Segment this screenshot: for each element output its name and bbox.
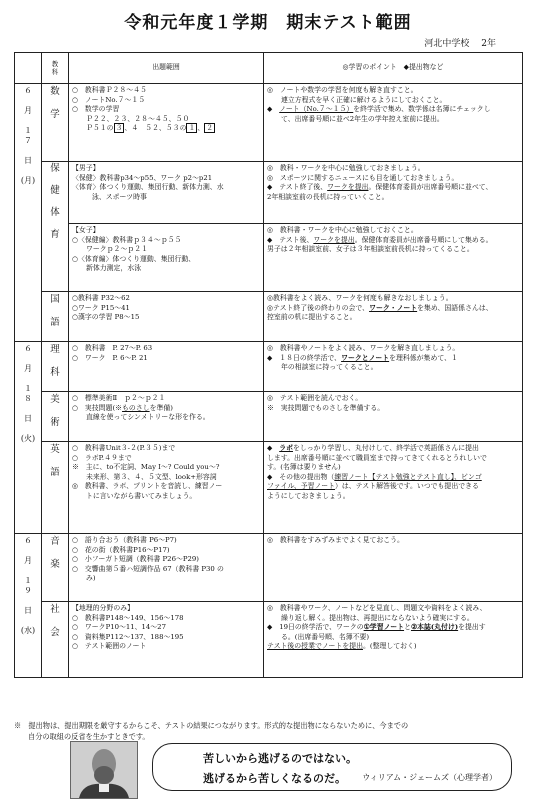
math-range [69,84,264,162]
subject-pe: 保 健 体 育 [42,162,69,292]
list-item: ○ 教科書Ｐ２８～４５ [72,86,147,94]
table-row [15,292,523,342]
subject-english: 英 語 [42,442,69,534]
list-item: Ｐ２２、２３、２８～４５、５０ [86,114,190,123]
table-row [15,392,523,442]
subject-art: 美 術 [42,392,69,442]
social-points: ◎ 教科書やワーク、ノートなどを見直し、問題文や資料をよく読み、 繰り返し解く。提出物は、再提出にならないよう確実にする。 ◆ 19日の終学活で、ワークの①学習ノートと②本誌(丸付け)を提出す る。(出席番号順、名簿不要) テスト後の授業でノートを提出。(整理しておく) [264,602,523,678]
subject-japanese: 国 語 [42,292,69,342]
table-row [15,162,523,224]
list-item: ○ ノートNo.７～１５ [72,95,146,104]
list-item: ○ 数学の学習 [72,105,120,114]
day-cell-19: ６ 月 １ ９ 日 (水) [15,534,42,678]
header-row [15,53,523,84]
art-range: ○ 標準美術Ⅱ ｐ２～ｐ２１ ○ 実技問題(※ものさしを準備) 直線を使ってシンメトリーな形を作る。 [69,392,264,442]
table-row [15,534,523,602]
japanese-points: ◎教科書をよく読み、ワークを何度も解きなおしましょう。 ◎テスト終了後の終わりの会で、ワーク・ノートを集め、国語係さんは、 控室前の机に提出すること。 [264,292,523,342]
math-points: ◎ ノートや数学の学習を何度も解き直すこと。 連立方程式を早く正確に解けるようにしておくこと。 ◆ ノート（No.７～１５）を終学活で集め、数学係は名簿にチェックし て、出席番号順に並べ2年生の学年控え室前に提出。 [264,84,523,162]
quote-author: ウィリアム・ジェームズ（心理学者） [362,773,497,782]
header-day [15,53,42,84]
quote-bubble [152,743,512,791]
pe-boys-range: 【男子】 〈保健〉教科書p34～p55、ワーク p2～p21 〈体育〉体つくり運動、集団行動、新体力測、水 泳、スポーツ時事 [69,162,264,224]
subject-math: 数 学 [42,84,69,162]
subject-social: 社 会 [42,602,69,678]
school-name: 河北中学校 2年 [424,39,496,49]
header-range: 出題範囲 [69,53,264,84]
art-points: ◎ テスト範囲を読んでおく。 ※ 実技問題でものさしを準備する。 [264,392,523,442]
music-points: ◎ 教科書をすみずみまでよく見ておこう。 [264,534,523,602]
english-points: ◆ ラボをしっかり学習し、丸付けして、終学活で英語係さんに提出 します。出席番号順に並べて職員室まで持ってきてくれるとうれしいで す。(名簿は要りません) ◆ その他の提出物（練習ノート【テスト勉強とテスト直し】、ビンゴ ファイル、予習ノート）は、テスト解答後です。いつでも提出できる ようにしておきましょう。 [264,442,523,534]
pe-girls-points: ◎ 教科書・ワークを中心に勉強しておくこと。 ◆ テスト後、ワークを提出。保健体育委員が出席番号順にして集める。 男子は２年相談室前、女子は３年相談室前長机に持ってくること。 [264,224,523,292]
day-cell-17: ６ 月 １ ７ 日 (月) [15,84,42,342]
japanese-range: ○教科書 P32～62 ○ワーク P15～41 ○漢字の学習 P8～15 [69,292,264,342]
science-range: ○ 教科書 P. 27～P. 63 ○ ワーク P. 6～P. 21 [69,342,264,392]
submission-note: ※ 提出物は、提出期限を厳守するからこそ、テストの結果につながります。形式的な提出物にならないために、今までの 自分の取組の反省を生かすときです。 [14,721,409,742]
pe-girls-range: 【女子】 ○〈保健編〉教科書ｐ３４～ｐ５５ ワークｐ２～ｐ２１ ○〈体育編〉体つくり運動、集団行動、 新体力測定，水泳 [69,224,264,292]
header-points: ◎学習のポイント ◆提出物など [264,53,523,84]
day-cell-18: ６ 月 １ ８ 日 (火) [15,342,42,534]
social-range: 【地理的分野のみ】 ○ 教科書P148～149、156～178 ○ ワークP10～11、14～27 ○ 資料集P112～137、188～195 ○ テスト範囲のノート [69,602,264,678]
english-range: ○ 教科書Unit３-２(P.３５)まで ○ ラボP.４９まで ※ 主に、to不定詞、May I～? Could you～? 未来形、第３、４、５文型、look+形容詞 ◎ 教科書、ラボ、プリントを音読し、練習ノー トに言いながら書いてみましょう。 [69,442,264,534]
list-item: Ｐ５１の ３ 、４ ５２、５３の １ 、 ２ [86,124,214,133]
table-row [15,602,523,678]
portrait-icon [71,742,137,798]
quote-line-1: 苦しいから逃げるのではない。 [203,752,357,765]
subject-music: 音 楽 [42,534,69,602]
portrait-image [70,741,138,799]
quote-line-2: 逃げるから苦しくなるのだ。 [203,772,346,785]
pe-boys-points: ◎ 教科・ワークを中心に勉強しておきましょう。 ◎ スポーツに関するニュースにも目を通しておきましょう。 ◆ テスト終了後、ワークを提出。保健体育委員が出席番号順に並べて、 2年相談室前の長机に持っていくこと。 [264,162,523,224]
page-title: 令和元年度１学期 期末テスト範囲 [124,13,412,33]
table-row [15,224,523,292]
table-row [15,342,523,392]
science-points: ◎ 教科書やノートをよく読み、ワークを解き直しましょう。 ◆ １８日の終学活で、ワークとノートを理科係が集めて、１ 年の相談室に持ってくること。 [264,342,523,392]
subject-science: 理 科 [42,342,69,392]
header-subject: 教 科 [42,53,69,84]
table-row [15,84,523,162]
exam-range-table [14,52,523,678]
music-range: ○ 語り合おう（教科書 P6～P7) ○ 花の街（教科書P16～P17) ○ 小フーガト短調（教科書 P26～P29) ○ 交響曲第５番ハ短調作品 67（教科書 P30 の み) [69,534,264,602]
table-row [15,442,523,534]
